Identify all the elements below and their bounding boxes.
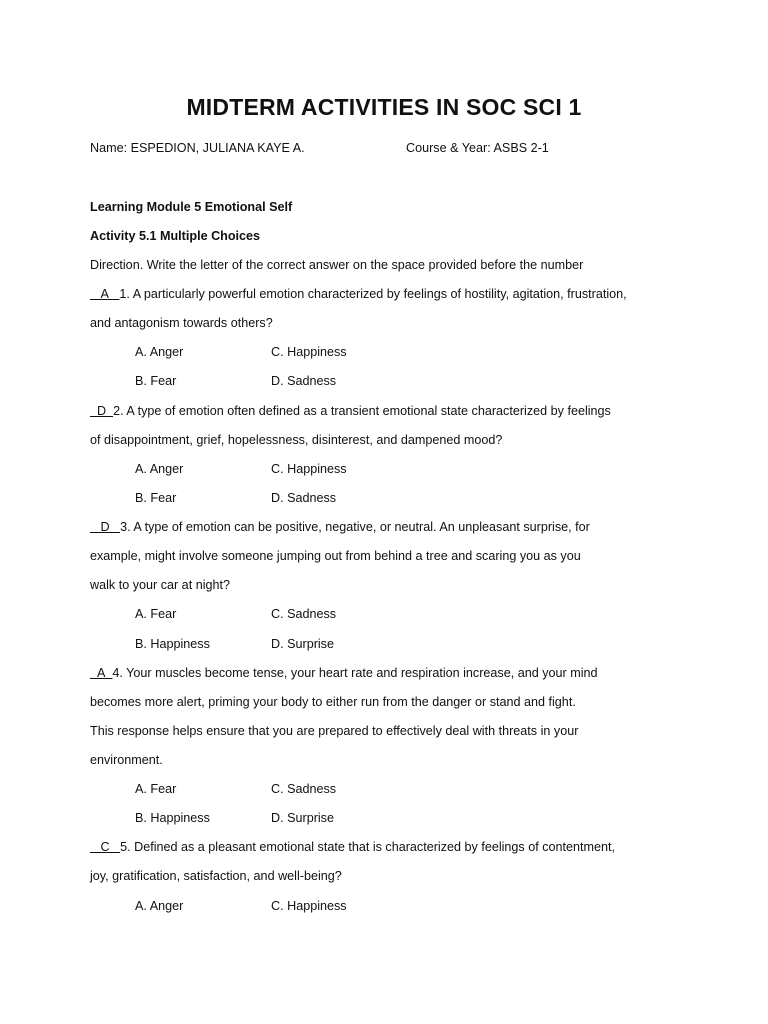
answer-blank-1: A	[90, 287, 120, 301]
question-4-line-4: environment.	[90, 753, 163, 767]
question-1-line-1	[90, 286, 627, 302]
answer-blank-3: D	[90, 520, 121, 534]
question-2-line-2: of disappointment, grief, hopelessness, disinterest, and dampened mood?	[90, 433, 503, 447]
q5-choice-a: A. Anger	[135, 899, 184, 913]
student-name: Name: ESPEDION, JULIANA KAYE A.	[90, 141, 305, 155]
q1-choice-a: A. Anger	[135, 345, 184, 359]
question-5-line-2: joy, gratification, satisfaction, and well-being?	[90, 869, 342, 883]
q2-choice-b: B. Fear	[135, 491, 177, 505]
q4-choice-a: A. Fear	[135, 782, 177, 796]
q1-choice-b: B. Fear	[135, 374, 177, 388]
question-3-line-1	[90, 519, 590, 535]
answer-blank-5: C	[90, 840, 121, 854]
answer-blank-4: A	[90, 666, 113, 680]
q2-choice-d: D. Sadness	[271, 491, 337, 505]
q3-choice-b: B. Happiness	[135, 637, 210, 651]
question-4-line-1	[90, 665, 598, 681]
question-2-text: 2. A type of emotion often defined as a transient emotional state characterized by feelings	[113, 404, 611, 418]
direction-text: Direction. Write the letter of the correct answer on the space provided before the number	[90, 258, 584, 272]
question-4-text: 4. Your muscles become tense, your heart rate and respiration increase, and your mind	[112, 666, 598, 680]
question-4-line-3: This response helps ensure that you are prepared to effectively deal with threats in your	[90, 724, 579, 738]
q1-choice-d: D. Sadness	[271, 374, 337, 388]
q3-choice-d: D. Surprise	[271, 637, 334, 651]
q3-choice-c: C. Sadness	[271, 607, 337, 621]
activity-heading: Activity 5.1 Multiple Choices	[90, 229, 261, 243]
q5-choice-c: C. Happiness	[271, 899, 347, 913]
question-3-text: 3. A type of emotion can be positive, negative, or neutral. An unpleasant surprise, for	[120, 520, 590, 534]
q3-choice-a: A. Fear	[135, 607, 177, 621]
q1-choice-c: C. Happiness	[271, 345, 347, 359]
question-1-text: 1. A particularly powerful emotion characterized by feelings of hostility, agitation, frustration,	[119, 287, 627, 301]
q4-choice-c: C. Sadness	[271, 782, 337, 796]
course-year: Course & Year: ASBS 2-1	[406, 141, 549, 155]
q2-choice-c: C. Happiness	[271, 462, 347, 476]
question-3-line-3: walk to your car at night?	[90, 578, 231, 592]
question-1-line-2: and antagonism towards others?	[90, 316, 273, 330]
q2-choice-a: A. Anger	[135, 462, 184, 476]
question-2-line-1	[90, 403, 611, 419]
question-5-text: 5. Defined as a pleasant emotional state that is characterized by feelings of contentment,	[120, 840, 616, 854]
answer-blank-2: D	[90, 404, 114, 418]
page-title: MIDTERM ACTIVITIES IN SOC SCI 1	[186, 94, 582, 120]
question-3-line-2: example, might involve someone jumping out from behind a tree and scaring you as you	[90, 549, 581, 563]
module-heading: Learning Module 5 Emotional Self	[90, 200, 293, 214]
q4-choice-d: D. Surprise	[271, 811, 334, 825]
question-5-line-1	[90, 839, 615, 855]
question-4-line-2: becomes more alert, priming your body to either run from the danger or stand and fight.	[90, 695, 576, 709]
q4-choice-b: B. Happiness	[135, 811, 210, 825]
